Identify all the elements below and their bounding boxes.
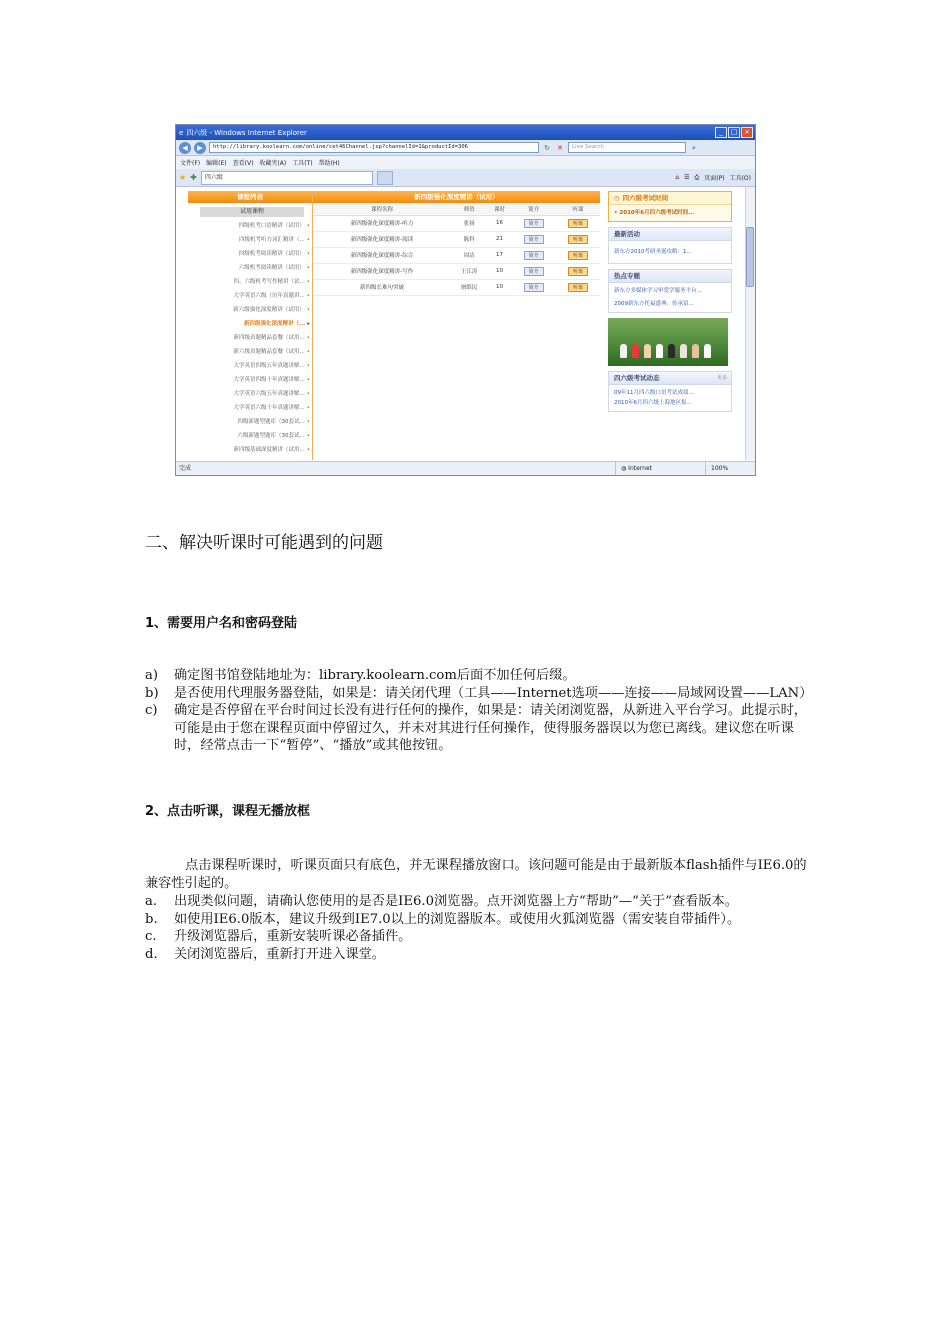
- course-list-item[interactable]: [188, 331, 312, 345]
- bullet-icon: •: [306, 237, 310, 243]
- course-list-item[interactable]: [188, 401, 312, 415]
- page-menu[interactable]: 页面(P): [704, 175, 725, 182]
- bullet-icon: •: [306, 377, 310, 383]
- latest-activity-title: 最新活动: [609, 228, 731, 241]
- course-list-panel: [188, 191, 312, 460]
- forward-icon[interactable]: ▶: [194, 142, 206, 154]
- tab-current[interactable]: 四六级: [201, 171, 373, 185]
- course-list-item[interactable]: [188, 443, 312, 457]
- menu-favorites[interactable]: 收藏夹(A): [259, 160, 287, 167]
- menu-bar: [176, 156, 755, 169]
- ie-logo-icon: e: [179, 128, 184, 137]
- intro-button[interactable]: 简介: [524, 283, 544, 292]
- table-row: [313, 231, 600, 247]
- photo-figure: [656, 344, 663, 358]
- course-list-item-label: 新六级强化深度精讲（试用）: [233, 307, 305, 313]
- course-list-item[interactable]: [188, 219, 312, 233]
- favorites-star-icon[interactable]: ★: [179, 173, 187, 182]
- globe-icon: ◍: [621, 465, 627, 472]
- window-title: 四六级 - Windows Internet Explorer: [186, 128, 307, 137]
- list-marker: c.: [145, 929, 157, 944]
- listen-button[interactable]: 听课: [568, 267, 588, 276]
- col-listen: 听课: [556, 203, 600, 215]
- feeds-icon[interactable]: ☰: [684, 174, 690, 181]
- bullet-icon: •: [306, 223, 310, 229]
- more-link[interactable]: 更多: [716, 375, 727, 381]
- latest-activity-link[interactable]: 新东方2010考研圣诞攻略：1...: [614, 249, 692, 255]
- section-title: 二、解决听课时可能遇到的问题: [145, 533, 383, 553]
- list-text: 升级浏览器后，重新安装听课必备插件。: [174, 929, 412, 944]
- course-list-item-label: 大学英语六级（历年真题讲...: [233, 293, 305, 299]
- course-list-item[interactable]: [188, 373, 312, 387]
- listen-button[interactable]: 听课: [568, 235, 588, 244]
- vertical-scrollbar[interactable]: [745, 187, 755, 460]
- list-item: [145, 702, 810, 755]
- scrollbar-thumb[interactable]: [746, 227, 754, 287]
- table-header-row: [313, 203, 600, 215]
- course-list-item-label: 四级新题型题库（30套试...: [237, 419, 305, 425]
- bullet-icon: •: [306, 447, 310, 453]
- course-hours: 16: [487, 215, 511, 231]
- exam-time-box: [608, 191, 732, 222]
- course-list-item[interactable]: [188, 415, 312, 429]
- bullet-icon: •: [306, 433, 310, 439]
- list-marker: a): [145, 668, 159, 683]
- course-list-item-label: 四级机考听力词汇精讲（...: [239, 237, 305, 243]
- address-row: [176, 140, 755, 156]
- course-list-item[interactable]: [188, 233, 312, 247]
- status-text: 完成: [179, 465, 192, 472]
- tools-menu[interactable]: 工具(O): [729, 175, 751, 182]
- course-list-item-label: 四级机考阅读精讲（试用）: [238, 251, 305, 257]
- back-icon[interactable]: ◀: [179, 142, 191, 154]
- course-list-item[interactable]: [188, 345, 312, 359]
- minimize-button[interactable]: _: [715, 127, 727, 138]
- photo-figure: [632, 344, 639, 358]
- list-marker: c): [145, 703, 158, 718]
- table-row: [313, 247, 600, 263]
- course-name: 新四级强化深度精讲-综合: [313, 247, 451, 263]
- col-intro: 简介: [512, 203, 556, 215]
- course-list-header: 课程列表: [188, 191, 312, 203]
- hot-topics-title: 热点专题: [609, 270, 731, 283]
- bullet-icon: •: [306, 293, 310, 299]
- list-text: 确定图书馆登陆地址为：library.koolearn.com后面不加任何后缀。: [174, 668, 576, 683]
- search-icon[interactable]: ⌕: [692, 143, 696, 152]
- add-favorites-icon[interactable]: ✚: [190, 173, 197, 182]
- course-list-item-label: 新六级真题精品套餐（试用...: [233, 349, 305, 355]
- photo-figure: [620, 344, 627, 358]
- photo-figure: [692, 344, 699, 358]
- stop-icon[interactable]: ✕: [557, 143, 563, 152]
- security-zone: ◍ Internet: [615, 462, 705, 475]
- table-row: [313, 215, 600, 231]
- list-item: [145, 893, 810, 911]
- course-list-item-label: 新四级真题精品套餐（试用...: [233, 335, 305, 341]
- table-row: [313, 263, 600, 279]
- course-list-item-label: 六级新题型题库（30套试...: [237, 433, 305, 439]
- list-marker: b.: [145, 911, 158, 927]
- col-course-name: 课程名称: [313, 203, 451, 215]
- bullet-icon: •: [306, 265, 310, 271]
- photo-figure: [644, 344, 651, 358]
- hot-topic-link[interactable]: 2009新东方托福盛典：传承留...: [614, 301, 694, 307]
- course-list: [188, 219, 312, 457]
- zoom-level[interactable]: 100%: [705, 462, 755, 475]
- menu-tools[interactable]: 工具(T): [292, 160, 313, 167]
- hot-topics-box: [608, 269, 732, 313]
- list-item: [145, 928, 810, 946]
- exam-news-box: [608, 371, 732, 412]
- list-text: 出现类似问题，请确认您使用的是否是IE6.0浏览器。点开浏览器上方“帮助”—“关于”查看版本。: [174, 894, 738, 909]
- course-table: [313, 203, 600, 296]
- exam-time-title: ◷ 四六级考试时间: [609, 192, 731, 205]
- course-name: 新四级强化深度精讲-阅读: [313, 231, 451, 247]
- course-list-item-label: 四级机考口语精讲（试用）: [238, 223, 305, 229]
- course-list-item[interactable]: [188, 387, 312, 401]
- col-hours: 课时: [487, 203, 511, 215]
- menu-view[interactable]: 查看(V): [232, 160, 254, 167]
- list-item: [145, 911, 810, 929]
- home-icon[interactable]: ⌂: [675, 174, 680, 181]
- course-name: 新四级长难句突破: [313, 279, 451, 295]
- teacher-name: 张扬: [451, 215, 487, 231]
- menu-edit[interactable]: 编辑(E): [206, 160, 227, 167]
- course-hours: 17: [487, 247, 511, 263]
- command-bar: [675, 173, 755, 182]
- course-list-item-label: 四、六级机考写作精讲（试...: [233, 279, 305, 285]
- bullet-icon: •: [306, 251, 310, 257]
- maximize-button[interactable]: □: [728, 127, 740, 138]
- list-item: [145, 685, 813, 703]
- teacher-name: 周洁: [451, 247, 487, 263]
- favorites-bar: [176, 169, 755, 187]
- news-link[interactable]: 2010年6月四六级上海地区报...: [614, 400, 692, 406]
- teacher-name: 陈科: [451, 231, 487, 247]
- course-name: 新四级强化深度精讲-听力: [313, 215, 451, 231]
- print-icon[interactable]: ⎙: [694, 173, 700, 181]
- table-row: [313, 279, 600, 295]
- course-hours: 10: [487, 279, 511, 295]
- course-list-item[interactable]: [188, 303, 312, 317]
- browser-screenshot: [175, 124, 756, 476]
- course-list-item[interactable]: [188, 261, 312, 275]
- teacher-name: 王江涛: [451, 263, 487, 279]
- course-detail-header: 新四级强化深度精讲（试用）: [313, 191, 600, 203]
- bullet-icon: •: [306, 349, 310, 355]
- bullet-icon: •: [306, 363, 310, 369]
- course-list-item[interactable]: [188, 289, 312, 303]
- bullet-icon: •: [306, 419, 310, 425]
- course-detail-panel: [312, 191, 600, 460]
- course-list-item-label: 大学英语四级五年真题讲解...: [233, 363, 305, 369]
- col-teacher: 师资: [451, 203, 487, 215]
- teacher-name: 屠皓民: [451, 279, 487, 295]
- hot-topic-link[interactable]: 新东方多媒体学习审爱学服务平台...: [614, 288, 702, 294]
- list-text: 如使用IE6.0版本，建议升级到IE7.0以上的浏览器版本。或使用火狐浏览器（需安装自带插件）。: [174, 911, 741, 927]
- students-photo: [608, 318, 728, 366]
- arrow-right-icon: ▸: [307, 321, 310, 327]
- subsection-title-2: 2、点击听课，课程无播放框: [145, 804, 311, 819]
- listen-button[interactable]: 听课: [568, 251, 588, 260]
- intro-button[interactable]: 简介: [524, 235, 544, 244]
- bullet-icon: •: [306, 405, 310, 411]
- intro-button[interactable]: 简介: [524, 267, 544, 276]
- course-hours: 10: [487, 263, 511, 279]
- player-issue-list: [145, 893, 810, 963]
- new-tab-button[interactable]: [377, 171, 393, 185]
- status-bar: [176, 461, 755, 475]
- course-list-item[interactable]: [188, 429, 312, 443]
- course-list-item[interactable]: [188, 275, 312, 289]
- refresh-icon[interactable]: ↻: [544, 143, 550, 152]
- course-list-item[interactable]: [188, 359, 312, 373]
- address-bar[interactable]: http://library.koolearn.com/online/cet46Channel.jsp?channelId=1&productId=306: [209, 142, 539, 153]
- live-search-input[interactable]: Live Search: [568, 142, 686, 153]
- bullet-icon: •: [306, 391, 310, 397]
- list-marker: d.: [145, 946, 158, 962]
- listen-button[interactable]: 听课: [568, 283, 588, 292]
- course-list-item[interactable]: [188, 317, 312, 331]
- clock-icon: ◷: [614, 194, 620, 202]
- trial-courses-label: 试用课程: [200, 207, 304, 217]
- course-table-body: [313, 215, 600, 295]
- list-marker: b): [145, 685, 159, 701]
- exam-news-title: 四六级考试动态 更多: [609, 372, 731, 385]
- right-sidebar: [608, 191, 732, 460]
- course-list-item-label: 大学英语六级五年真题讲解...: [233, 391, 305, 397]
- course-list-item-label: 大学英语六级十年真题讲解...: [233, 405, 305, 411]
- menu-help[interactable]: 帮助(H): [318, 160, 340, 167]
- window-titlebar: [176, 125, 755, 140]
- bullet-icon: •: [306, 307, 310, 313]
- bullet-icon: •: [306, 335, 310, 341]
- listen-button[interactable]: 听课: [568, 219, 588, 228]
- photo-figure: [704, 344, 711, 358]
- course-list-item[interactable]: [188, 247, 312, 261]
- course-list-item-label: 新四级强化深度精讲（...: [243, 321, 306, 327]
- list-item: [145, 667, 810, 685]
- intro-button[interactable]: 简介: [524, 219, 544, 228]
- player-issue-paragraph: 点击课程听课时，听课页面只有底色，并无课程播放窗口。该问题可能是由于最新版本flash插件与IE6.0的兼容性引起的。: [145, 858, 807, 891]
- list-item: [145, 946, 810, 964]
- latest-activity-box: [608, 227, 732, 264]
- photo-figure: [680, 344, 687, 358]
- news-link[interactable]: 09年11月四六级口语考试成绩...: [614, 390, 694, 396]
- course-hours: 21: [487, 231, 511, 247]
- list-text: 确定是否停留在平台时间过长没有进行任何的操作，如果是：请关闭浏览器，从新进入平台学习。此提示时，可能是由于您在课程页面中停留过久，并未对其进行任何操作，使得服务器误以为您已离线。建议您在听课时，经常点击一下“暂停”、“播放”或其他按钮。: [174, 703, 807, 753]
- course-name: 新四级强化深度精讲-写作: [313, 263, 451, 279]
- course-list-item-label: 大学英语四级十年真题讲解...: [233, 377, 305, 383]
- list-text: 是否使用代理服务器登陆，如果是：请关闭代理（工具——Internet选项——连接——局域网设置——LAN）: [174, 685, 813, 701]
- menu-file[interactable]: 文件(F): [180, 160, 201, 167]
- course-list-item-label: 六级机考阅读精讲（试用）: [238, 265, 305, 271]
- subsection-title-1: 1、需要用户名和密码登陆: [145, 616, 298, 631]
- photo-figure: [668, 344, 675, 358]
- bullet-icon: •: [306, 279, 310, 285]
- course-list-item-label: 新四级基础深度精讲（试用...: [233, 447, 305, 453]
- page-content: [176, 187, 755, 460]
- close-button[interactable]: ×: [741, 127, 753, 138]
- exam-time-link[interactable]: • 2010年6月四六级考试时间...: [614, 210, 695, 216]
- list-marker: a.: [145, 894, 158, 909]
- list-text: 关闭浏览器后，重新打开进入课堂。: [174, 946, 385, 962]
- intro-button[interactable]: 简介: [524, 251, 544, 260]
- login-issue-list: [145, 667, 813, 755]
